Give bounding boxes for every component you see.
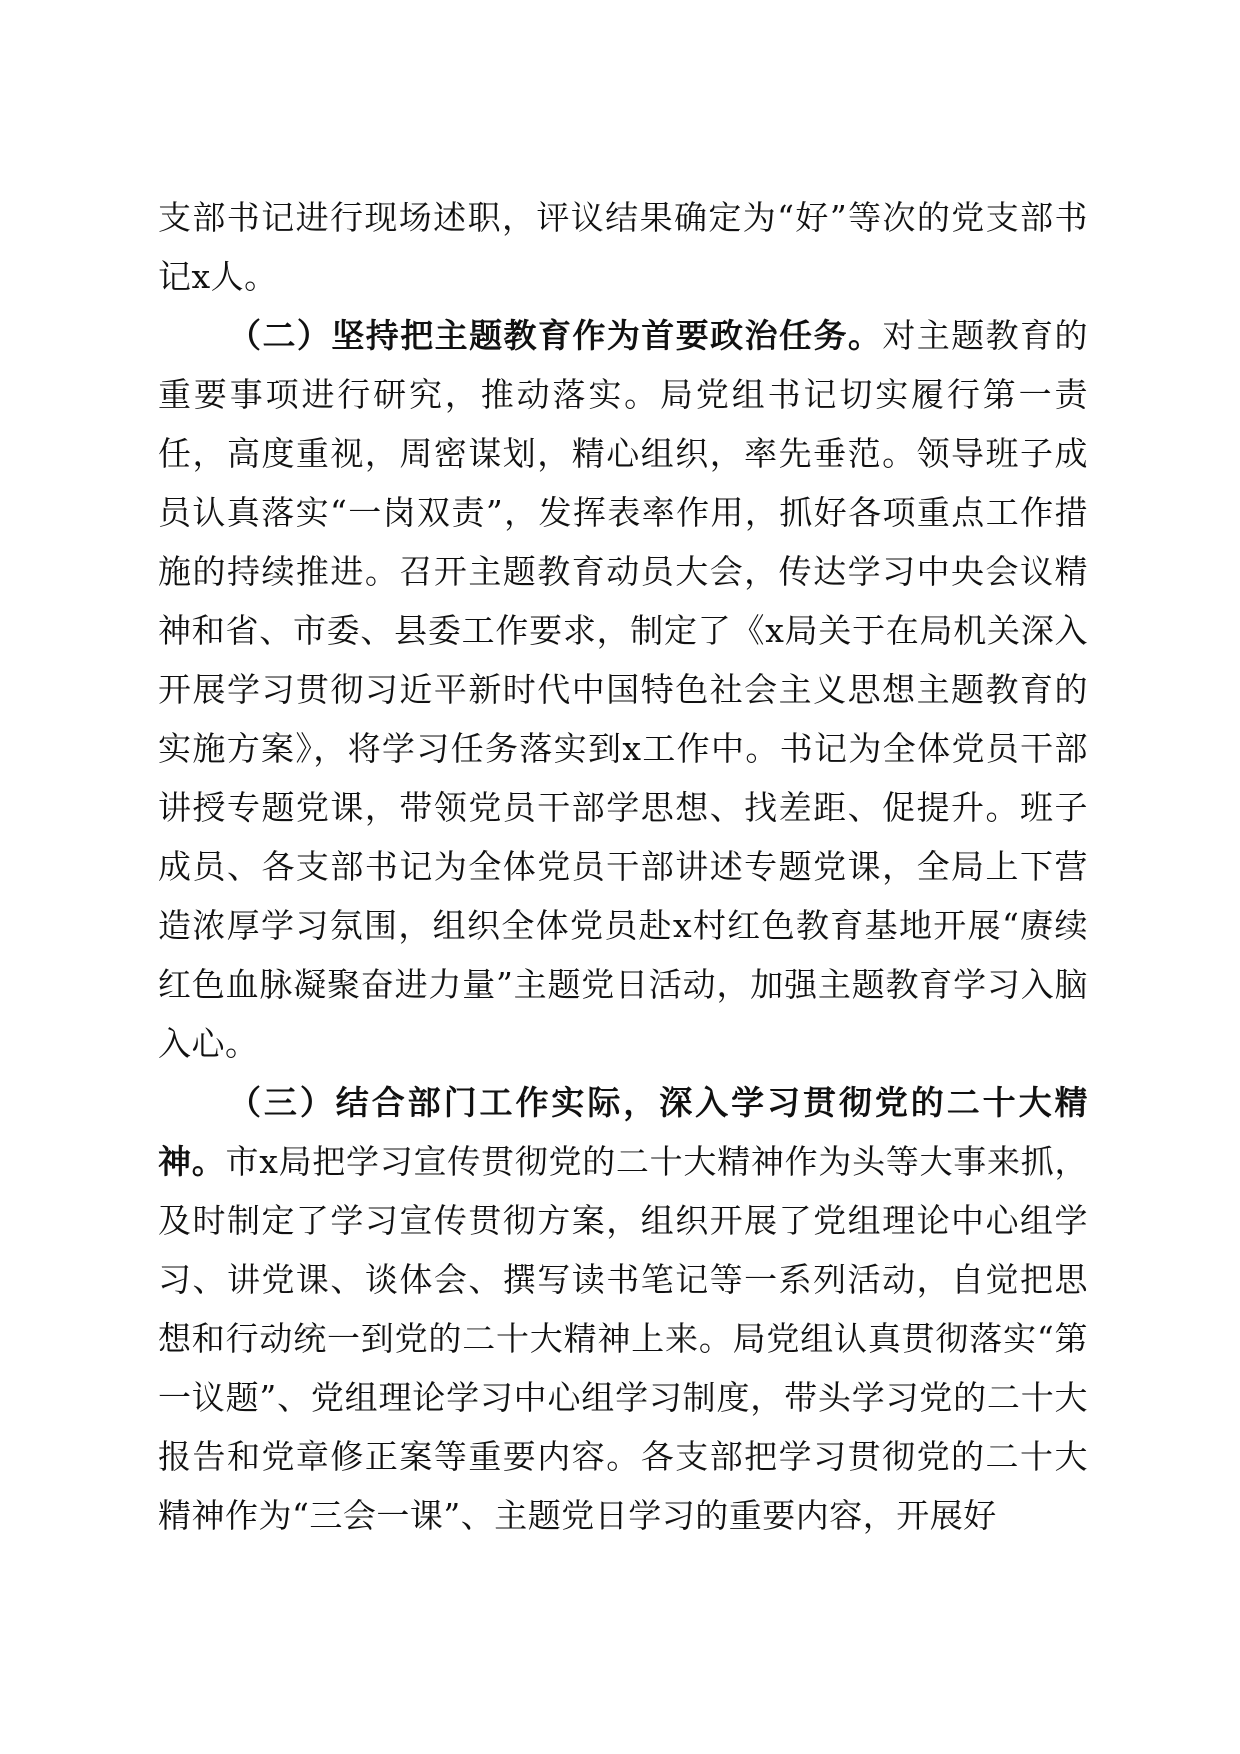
paragraph-section-3 bbox=[158, 1073, 1088, 1545]
section-heading-2: （二）坚持把主题教育作为首要政治任务。 bbox=[228, 316, 883, 355]
section-heading-3: （三）结合部门工作实际，深入学习贯彻党的二十大精神。 bbox=[158, 1083, 1088, 1181]
paragraph-continuation bbox=[158, 188, 1088, 306]
paragraph-text: 支部书记进行现场述职，评议结果确定为“好”等次的党支部书记x人。 bbox=[158, 198, 1088, 296]
paragraph-text: 市x局把学习宣传贯彻党的二十大精神作为头等大事来抓，及时制定了学习宣传贯彻方案，组织开展了党组理论中心组学习、讲党课、谈体会、撰写读书笔记等一系列活动，自觉把思想和行动统一到党的二十大精神上来。局党组认真贯彻落实“第一议题”、党组理论学习中心组学习制度，带头学习党的二十大报告和党章修正案等重要内容。各支部把学习贯彻党的二十大精神作为“三会一课”、主题党日学习的重要内容，开展好 bbox=[158, 1142, 1088, 1535]
paragraph-text: 对主题教育的重要事项进行研究，推动落实。局党组书记切实履行第一责任，高度重视，周密谋划，精心组织，率先垂范。领导班子成员认真落实“一岗双责”，发挥表率作用，抓好各项重点工作措施的持续推进。召开主题教育动员大会，传达学习中央会议精神和省、市委、县委工作要求，制定了《x局关于在局机关深入开展学习贯彻习近平新时代中国特色社会主义思想主题教育的实施方案》，将学习任务落实到x工作中。书记为全体党员干部讲授专题党课，带领党员干部学思想、找差距、促提升。班子成员、各支部书记为全体党员干部讲述专题党课，全局上下营造浓厚学习氛围，组织全体党员赴x村红色教育基地开展“赓续红色血脉凝聚奋进力量”主题党日活动，加强主题教育学习入脑入心。 bbox=[158, 316, 1088, 1063]
document-body bbox=[158, 188, 1088, 1545]
paragraph-section-2 bbox=[158, 306, 1088, 1073]
